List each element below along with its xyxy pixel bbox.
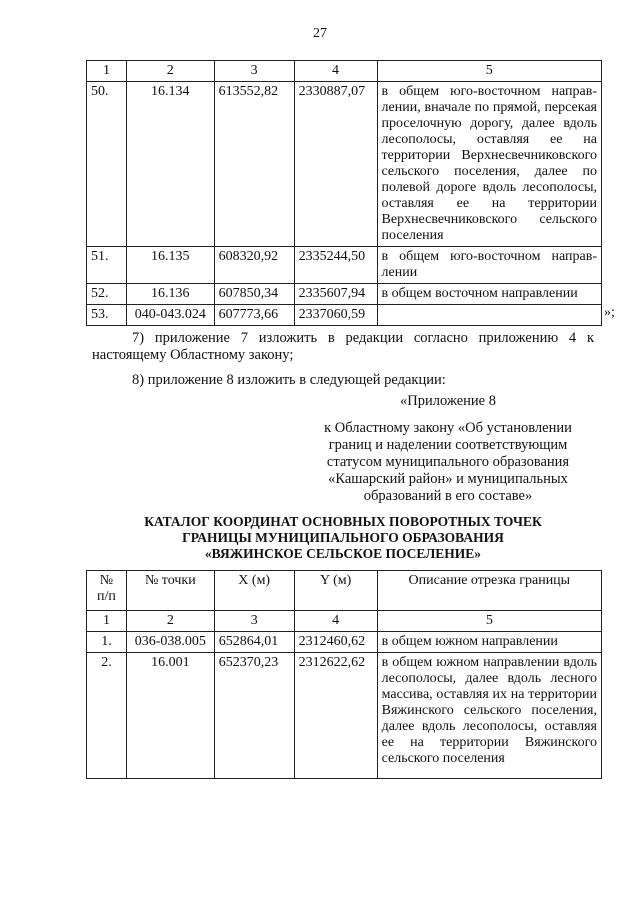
point-id: 16.001 <box>126 653 214 779</box>
y-coordinate: 2330887,07 <box>294 82 377 247</box>
y-coordinate: 2337060,59 <box>294 305 377 326</box>
column-numbers-row <box>87 611 602 632</box>
header-number-sign: № <box>99 573 114 588</box>
column-number-4: 4 <box>294 611 377 632</box>
segment-description <box>377 305 601 326</box>
table-row <box>87 632 602 653</box>
appendix-line: «Кашарский район» и муниципальных <box>328 471 568 487</box>
table-row <box>87 305 602 326</box>
y-coordinate: 2335607,94 <box>294 284 377 305</box>
table-row <box>87 247 602 284</box>
column-number-1: 1 <box>87 611 127 632</box>
column-number-1: 1 <box>87 61 127 82</box>
point-id: 036-038.005 <box>126 632 214 653</box>
header-x: X (м) <box>214 571 294 611</box>
paragraph-8: 8) приложение 8 изложить в следующей редакции: <box>132 372 446 388</box>
column-number-3: 3 <box>214 611 294 632</box>
row-number: 53. <box>87 305 127 326</box>
coordinates-table-continued <box>86 60 602 326</box>
row-number: 50. <box>87 82 127 247</box>
row-number: 2. <box>87 653 127 779</box>
row-number: 52. <box>87 284 127 305</box>
column-number-5: 5 <box>377 61 601 82</box>
column-number-2: 2 <box>126 611 214 632</box>
appendix-line: образований в его составе» <box>363 488 533 504</box>
point-id: 16.136 <box>126 284 214 305</box>
header-pp: п/п <box>97 589 116 604</box>
column-number-5: 5 <box>377 611 601 632</box>
appendix-line: границ и наделении соответствующим <box>328 437 568 453</box>
table-row <box>87 82 602 247</box>
y-coordinate: 2312460,62 <box>294 632 377 653</box>
appendix-heading <box>300 393 596 505</box>
segment-description: в общем южном направлении вдоль лесополосы, далее вдоль лесного массива, оставляя их на территории Вяжинского сельского поселения, далее вдоль лесополосы, оставляя ее на территории Вяжинского сельского поселения <box>377 653 601 779</box>
y-coordinate: 2312622,62 <box>294 653 377 779</box>
x-coordinate: 608320,92 <box>214 247 294 284</box>
column-number-3: 3 <box>214 61 294 82</box>
x-coordinate: 613552,82 <box>214 82 294 247</box>
page-number: 27 <box>313 26 327 41</box>
x-coordinate: 652864,01 <box>214 632 294 653</box>
y-coordinate: 2335244,50 <box>294 247 377 284</box>
table-row <box>87 653 602 779</box>
row-number: 51. <box>87 247 127 284</box>
table-row <box>87 284 602 305</box>
segment-description: в общем южном направлении <box>377 632 601 653</box>
x-coordinate: 652370,23 <box>214 653 294 779</box>
header-point: № точки <box>126 571 214 611</box>
header-row-number <box>87 571 127 611</box>
point-id: 040-043.024 <box>126 305 214 326</box>
point-id: 16.134 <box>126 82 214 247</box>
coordinates-table <box>86 570 602 779</box>
segment-description: в общем восточном направлении <box>377 284 601 305</box>
segment-description: в общем юго-восточном направлении, вначале по прямой, персекая проселочную дорогу, далее вдоль лесополосы, оставляя ее на территории Верхнесвечниковского сельского поселения, далее по полевой дороге вдоль лесополосы, оставляя ее на территории Верхнесвечниковского сельского поселения <box>377 82 601 247</box>
appendix-line: к Областному закону «Об установлении <box>324 420 572 436</box>
table-header-row <box>87 61 602 82</box>
quote-closing: »; <box>604 305 615 320</box>
segment-description: в общем юго-восточном направлении <box>377 247 601 284</box>
catalog-title-line: КАТАЛОГ КООРДИНАТ ОСНОВНЫХ ПОВОРОТНЫХ ТОЧЕК <box>144 514 542 529</box>
point-id: 16.135 <box>126 247 214 284</box>
column-number-2: 2 <box>126 61 214 82</box>
paragraph-7: 7) приложение 7 изложить в редакции согласно приложению 4 к настоящему Областному закону; <box>92 330 594 363</box>
catalog-title-line: ГРАНИЦЫ МУНИЦИПАЛЬНОГО ОБРАЗОВАНИЯ <box>182 530 504 545</box>
column-number-4: 4 <box>294 61 377 82</box>
catalog-title-line: «ВЯЖИНСКОЕ СЕЛЬСКОЕ ПОСЕЛЕНИЕ» <box>204 546 482 561</box>
header-y: Y (м) <box>294 571 377 611</box>
x-coordinate: 607850,34 <box>214 284 294 305</box>
catalog-title <box>92 514 594 562</box>
row-number: 1. <box>87 632 127 653</box>
x-coordinate: 607773,66 <box>214 305 294 326</box>
table-header-row <box>87 571 602 611</box>
header-description: Описание отрезка границы <box>377 571 601 611</box>
appendix-line: статусом муниципального образования <box>326 454 570 470</box>
appendix-title: «Приложение 8 <box>400 393 496 409</box>
